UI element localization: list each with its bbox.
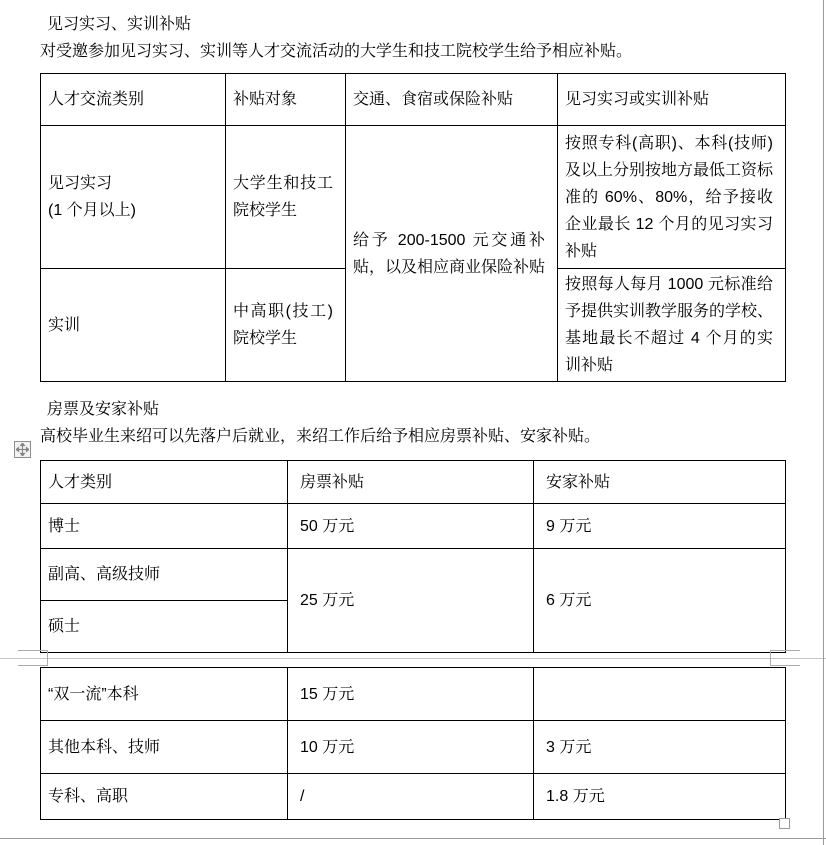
t1-header-subsidy: 见习实习或实训补贴 [558, 74, 786, 126]
t1-header-category: 人才交流类别 [41, 74, 226, 126]
section2-heading: 房票及安家补贴 [47, 401, 160, 418]
t2-housing-merged-cell: 25 万元 [288, 549, 534, 653]
t2-r1-housing: 50 万元 [288, 504, 534, 549]
t1-header-target: 补贴对象 [226, 74, 346, 126]
table-row [41, 126, 786, 269]
page-break-mark-right [770, 650, 800, 666]
table-resize-handle[interactable] [779, 818, 790, 829]
table-row [41, 461, 786, 504]
table-row [41, 721, 786, 774]
internship-subsidy-table [40, 73, 786, 382]
housing-subsidy-table-part2 [40, 667, 786, 820]
t1-r2-target: 中高职(技工)院校学生 [226, 269, 346, 382]
page-edge-right [823, 0, 824, 845]
t2-r5-housing: 10 万元 [288, 721, 534, 774]
t2-r3-category: 硕士 [41, 601, 288, 653]
t2-settling-merged-cell: 6 万元 [534, 549, 786, 653]
t1-r1-category-note: (1 个月以上) [48, 202, 137, 219]
t2-header-settling: 安家补贴 [534, 461, 786, 504]
t2-r1-category: 博士 [41, 504, 288, 549]
t2-r5-category: 其他本科、技师 [41, 721, 288, 774]
section1-heading: 见习实习、实训补贴 [47, 16, 192, 33]
table-row [41, 774, 786, 820]
four-way-arrow-icon [16, 443, 29, 456]
t2-r6-settling: 1.8 万元 [534, 774, 786, 820]
page-break-line [0, 658, 826, 659]
t1-header-transport: 交通、食宿或保险补贴 [346, 74, 558, 126]
t2-r2-category: 副高、高级技师 [41, 549, 288, 601]
t2-r4-housing: 15 万元 [288, 668, 534, 721]
t1-r2-category: 实训 [41, 269, 226, 382]
section1-intro: 对受邀参加见习实习、实训等人才交流活动的大学生和技工院校学生给予相应补贴。 [40, 43, 633, 60]
table-row [41, 504, 786, 549]
t1-r1-target: 大学生和技工院校学生 [226, 126, 346, 269]
page-break-mark-left [18, 650, 48, 666]
t1-r2-subsidy: 按照每人每月 1000 元标准给予提供实训教学服务的学校、基地最长不超过 4 个月的实训补贴 [558, 269, 786, 382]
t2-r6-category: 专科、高职 [41, 774, 288, 820]
t2-header-category: 人才类别 [41, 461, 288, 504]
t1-transport-merged-cell: 给予 200-1500 元交通补贴，以及相应商业保险补贴 [346, 126, 558, 382]
t1-r1-subsidy: 按照专科(高职)、本科(技师)及以上分别按地方最低工资标准的 60%、80%，给予接收企业最长 12 个月的见习实习补贴 [558, 126, 786, 269]
table-row [41, 549, 786, 601]
t1-r1-category-main: 见习实习 [48, 175, 113, 192]
table-move-handle[interactable] [14, 441, 31, 458]
page-edge-bottom [0, 838, 826, 839]
t2-r1-settling: 9 万元 [534, 504, 786, 549]
t2-r4-settling [534, 668, 786, 721]
table-row [41, 668, 786, 721]
t1-r1-category [41, 126, 226, 269]
t2-r5-settling: 3 万元 [534, 721, 786, 774]
t2-header-housing: 房票补贴 [288, 461, 534, 504]
section2-intro: 高校毕业生来绍可以先落户后就业，来绍工作后给予相应房票补贴、安家补贴。 [40, 428, 601, 445]
t2-r4-category: “双一流”本科 [41, 668, 288, 721]
housing-subsidy-table-part1 [40, 460, 786, 653]
table-row [41, 74, 786, 126]
t2-r6-housing: / [288, 774, 534, 820]
